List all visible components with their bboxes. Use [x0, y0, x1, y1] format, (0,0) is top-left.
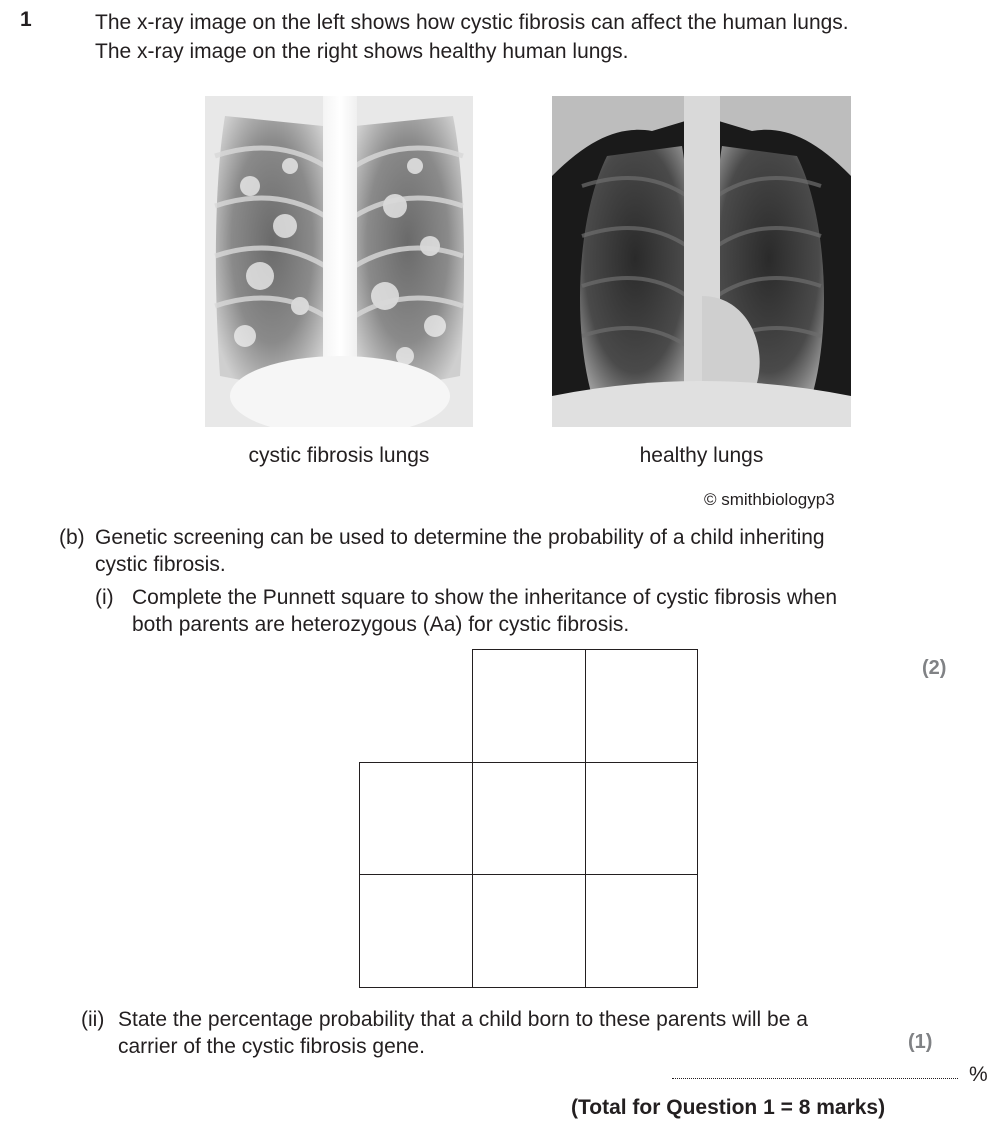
punnett-header-cell-2[interactable] — [585, 649, 698, 763]
sub-ii-text — [118, 1006, 908, 1060]
punnett-side-cell-1[interactable] — [359, 762, 473, 875]
question-total: (Total for Question 1 = 8 marks) — [571, 1096, 886, 1119]
part-b-text — [95, 524, 915, 578]
sub-i-text — [132, 584, 932, 638]
cystic-fibrosis-xray-image — [205, 96, 473, 427]
sub-i-label: (i) — [95, 586, 114, 609]
part-b-line-1: Genetic screening can be used to determine the probability of a child inheriting — [95, 526, 825, 549]
punnett-header-cell-1[interactable] — [472, 649, 586, 763]
question-intro — [95, 8, 849, 66]
punnett-cell-1-2[interactable] — [585, 762, 698, 875]
answer-line[interactable] — [672, 1076, 958, 1079]
percent-unit: % — [969, 1063, 988, 1086]
part-b-line-2: cystic fibrosis. — [95, 553, 226, 576]
question-number: 1 — [20, 8, 32, 31]
sub-ii-label: (ii) — [81, 1008, 105, 1031]
punnett-cell-1-1[interactable] — [472, 762, 586, 875]
sub-ii-line-2: carrier of the cystic fibrosis gene. — [118, 1035, 425, 1058]
left-figure-caption: cystic fibrosis lungs — [248, 444, 430, 467]
punnett-cell-2-2[interactable] — [585, 874, 698, 988]
sub-ii-marks: (1) — [908, 1031, 933, 1053]
intro-line-1: The x-ray image on the left shows how cystic fibrosis can affect the human lungs. — [95, 11, 849, 34]
sub-i-marks: (2) — [922, 657, 947, 679]
intro-line-2: The x-ray image on the right shows healthy human lungs. — [95, 40, 629, 63]
right-figure-caption: healthy lungs — [639, 444, 764, 467]
sub-i-line-2: both parents are heterozygous (Aa) for cystic fibrosis. — [132, 613, 630, 636]
punnett-cell-2-1[interactable] — [472, 874, 586, 988]
punnett-side-cell-2[interactable] — [359, 874, 473, 988]
part-b-label: (b) — [59, 526, 85, 549]
healthy-lungs-xray-image — [552, 96, 851, 427]
sub-ii-line-1: State the percentage probability that a child born to these parents will be a — [118, 1008, 808, 1031]
sub-i-line-1: Complete the Punnett square to show the inheritance of cystic fibrosis when — [132, 586, 838, 609]
copyright-notice: © smithbiologyp3 — [704, 490, 835, 509]
